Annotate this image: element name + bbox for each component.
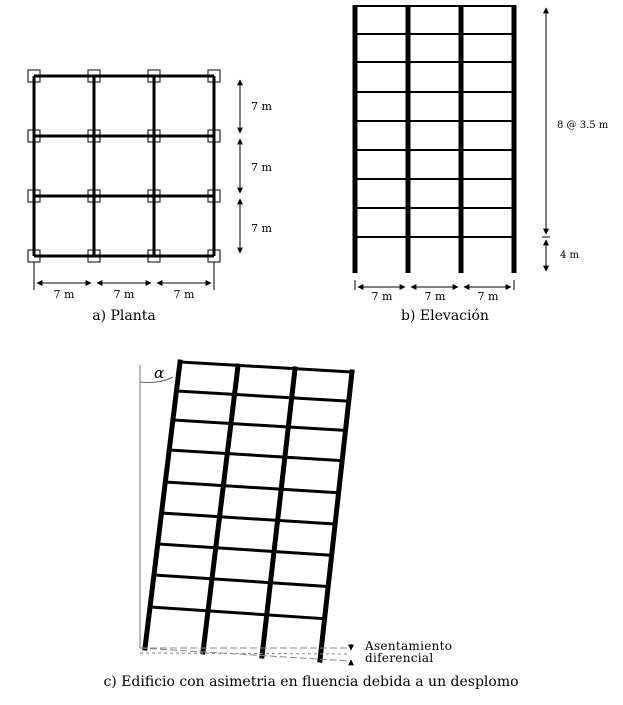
plan-dim-x-1: 7 m xyxy=(53,288,75,301)
elevation-height-top: 8 @ 3.5 m xyxy=(557,120,609,131)
elevation-caption: b) Elevación xyxy=(401,308,489,324)
tilted-beam-8 xyxy=(150,607,325,619)
elevation-dim-x-2: 7 m xyxy=(424,290,446,303)
tilted-caption: c) Edificio con asimetria en fluencia debida a un desplomo xyxy=(103,674,519,690)
plan-dim-x-3: 7 m xyxy=(173,288,195,301)
elevation-beams xyxy=(355,6,515,237)
elevation-dim-x-3: 7 m xyxy=(477,290,499,303)
tilted-beam-7 xyxy=(154,575,328,586)
plan-caption: a) Planta xyxy=(92,308,156,324)
tilted-frame xyxy=(145,362,352,660)
settlement-label-2: diferencial xyxy=(365,651,434,665)
tilted-column-2 xyxy=(262,369,295,656)
elevation-columns xyxy=(355,5,514,273)
tilted-view xyxy=(103,362,518,690)
tilt-angle-symbol: α xyxy=(154,364,165,382)
tilted-beam-4 xyxy=(165,482,338,493)
tilted-beam-1 xyxy=(176,391,348,401)
elevation-dim-x xyxy=(355,280,514,290)
tilted-beam-0 xyxy=(180,362,352,372)
tilted-column-1 xyxy=(203,366,238,652)
tilted-beam-5 xyxy=(162,513,336,524)
plan-dim-y-3: 7 m xyxy=(251,222,272,235)
plan-grid xyxy=(34,76,214,256)
tilted-column-3 xyxy=(320,372,352,660)
tilted-beam-2 xyxy=(173,420,346,430)
plan-dim-x xyxy=(34,262,214,290)
tilted-beam-3 xyxy=(169,450,342,461)
plan-view xyxy=(28,70,272,324)
settlement-label-1: Asentamiento xyxy=(365,639,453,653)
elevation-view xyxy=(355,5,609,324)
tilted-beam-6 xyxy=(158,544,332,555)
tilted-column-0 xyxy=(145,362,180,648)
elevation-height-base: 4 m xyxy=(560,250,580,261)
plan-dim-x-2: 7 m xyxy=(113,288,135,301)
plan-dim-y-1: 7 m xyxy=(251,100,272,113)
elevation-dim-height xyxy=(542,8,550,271)
plan-dim-y-2: 7 m xyxy=(251,161,272,174)
plan-columns xyxy=(28,70,220,262)
elevation-dim-x-1: 7 m xyxy=(371,290,393,303)
